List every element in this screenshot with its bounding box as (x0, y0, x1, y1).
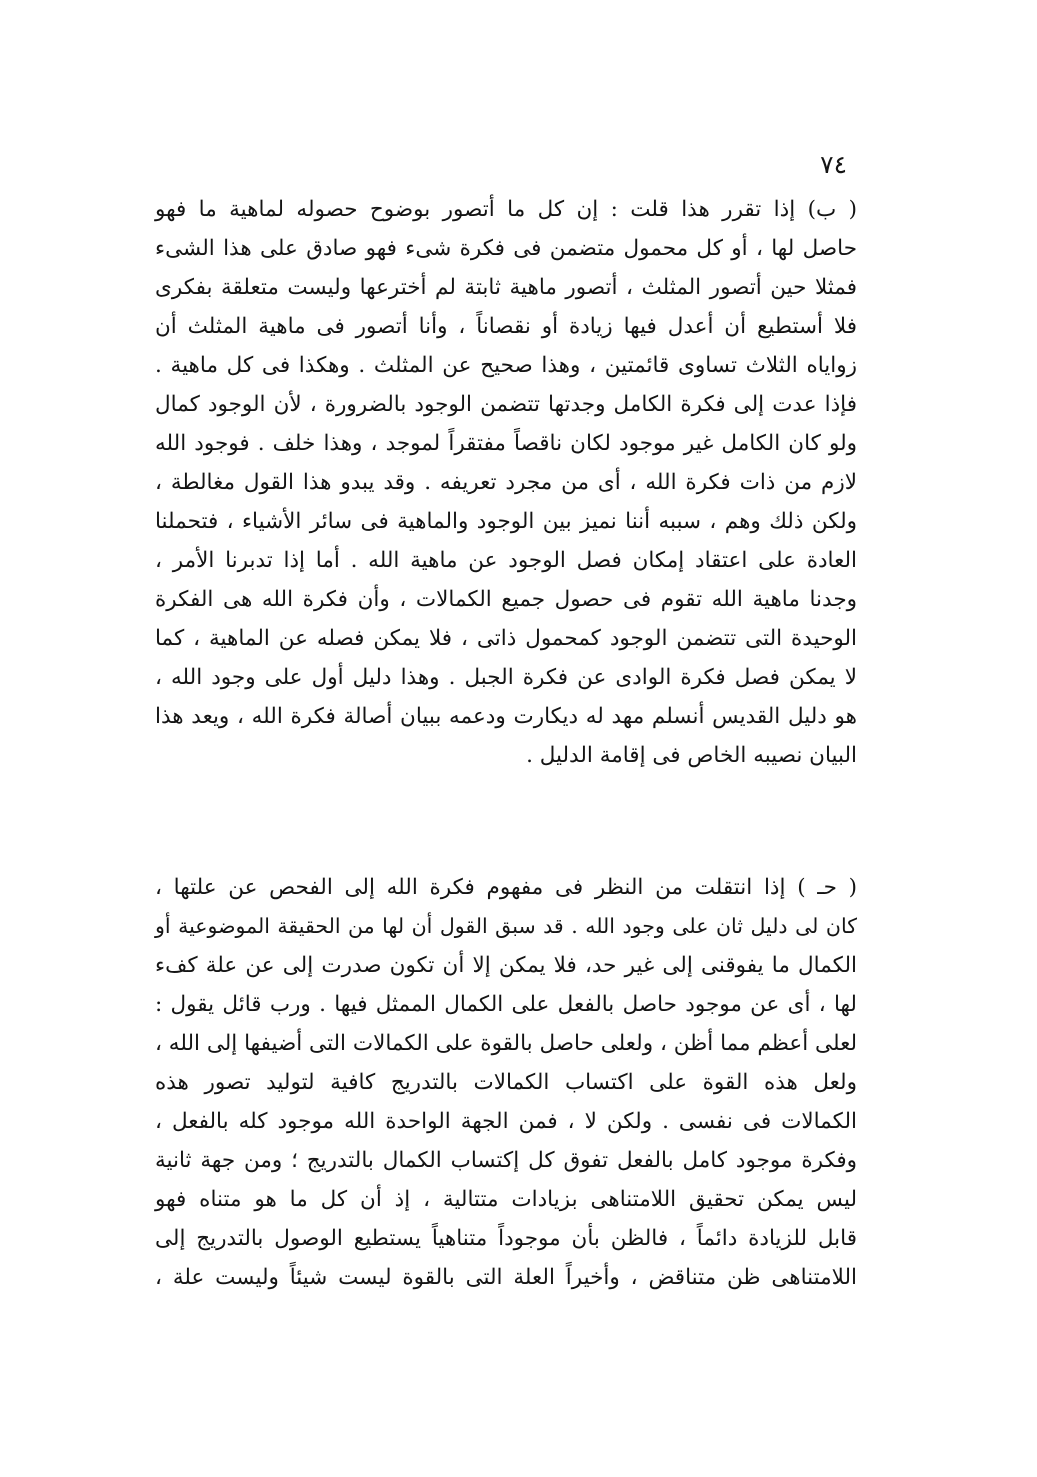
text-line: ( ب) إذا تقرر هذا قلت : إن كل ما أتصور بوضوح حصوله لماهية ما فهو (155, 197, 857, 222)
text-line: اللامتناهى ظن متناقض ، وأخيراً العلة التى بالقوة ليست شيئاً وليست علة ، (155, 1265, 857, 1290)
text-line: العادة على اعتقاد إمكان فصل الوجود عن ماهية الله . أما إذا تدبرنا الأمر ، (155, 548, 857, 573)
text-line: فإذا عدت إلى فكرة الكامل وجدتها تتضمن الوجود بالضرورة ، لأن الوجود كمال (155, 392, 857, 417)
text-line: الكمال ما يفوقنى إلى غير حد، فلا يمكن إلا أن تكون صدرت إلى عن علة كفء (155, 953, 857, 978)
paragraph-b (155, 190, 857, 775)
text-line: وفكرة موجود كامل بالفعل تفوق كل إكتساب الكمال بالتدريج ؛ ومن جهة ثانية (155, 1148, 857, 1173)
text-line: ولكن ذلك وهم ، سببه أننا نميز بين الوجود والماهية فى سائر الأشياء ، فتحملنا (155, 509, 857, 534)
text-line: ولعل هذه القوة على اكتساب الكمالات بالتدريج كافية لتوليد تصور هذه (155, 1070, 857, 1095)
text-line: زواياه الثلاث تساوى قائمتين ، وهذا صحيح عن المثلث . وهكذا فى كل ماهية . (155, 353, 857, 378)
text-line: لها ، أى عن موجود حاصل بالفعل على الكمال الممثل فيها . ورب قائل يقول : (155, 992, 857, 1017)
text-line: لعلى أعظم مما أظن ، ولعلى حاصل بالقوة على الكمالات التى أضيفها إلى الله ، (155, 1031, 857, 1056)
text-line: هو دليل القديس أنسلم مهد له ديكارت ودعمه ببيان أصالة فكرة الله ، ويعد هذا (155, 704, 857, 729)
text-line: الوحيدة التى تتضمن الوجود كمحمول ذاتى ، فلا يمكن فصله عن الماهية ، كما (155, 626, 857, 651)
text-line: وجدنا ماهية الله تقوم فى حصول جميع الكمالات ، وأن فكرة الله هى الفكرة (155, 587, 857, 612)
text-line: حاصل لها ، أو كل محمول متضمن فى فكرة شىء فهو صادق على هذا الشىء (155, 236, 857, 261)
paragraph-c (155, 868, 857, 1297)
text-line: فمثلا حين أتصور المثلث ، أتصور ماهية ثابتة لم أخترعها وليست متعلقة بفكرى (155, 275, 857, 300)
text-line: لازم من ذات فكرة الله ، أى من مجرد تعريفه . وقد يبدو هذا القول مغالطة ، (155, 470, 857, 495)
text-line: ليس يمكن تحقيق اللامتناهى بزيادات متتالية ، إذ أن كل ما هو متناه فهو (155, 1187, 857, 1212)
page-number: ٧٤ (820, 150, 847, 179)
text-line: ولو كان الكامل غير موجود لكان ناقصاً مفتقراً لموجد ، وهذا خلف . فوجود الله (155, 431, 857, 456)
text-line: فلا أستطيع أن أعدل فيها زيادة أو نقصاناً ، وأنا أتصور فى ماهية المثلث أن (155, 314, 857, 339)
text-line: الكمالات فى نفسى . ولكن لا ، فمن الجهة الواحدة الله موجود كله بالفعل ، (155, 1109, 857, 1134)
text-line: كان لى دليل ثان على وجود الله . قد سبق القول أن لها من الحقيقة الموضوعية أو (155, 914, 857, 938)
text-line: لا يمكن فصل فكرة الوادى عن فكرة الجبل . وهذا دليل أول على وجود الله ، (155, 665, 857, 690)
text-line: قابل للزيادة دائماً ، فالظن بأن موجوداً متناهياً يستطيع الوصول بالتدريج إلى (155, 1226, 857, 1251)
text-line: البيان نصيبه الخاص فى إقامة الدليل . (526, 743, 857, 768)
text-line: ( حـ ) إذا انتقلت من النظر فى مفهوم فكرة الله إلى الفحص عن علتها ، (155, 875, 857, 900)
